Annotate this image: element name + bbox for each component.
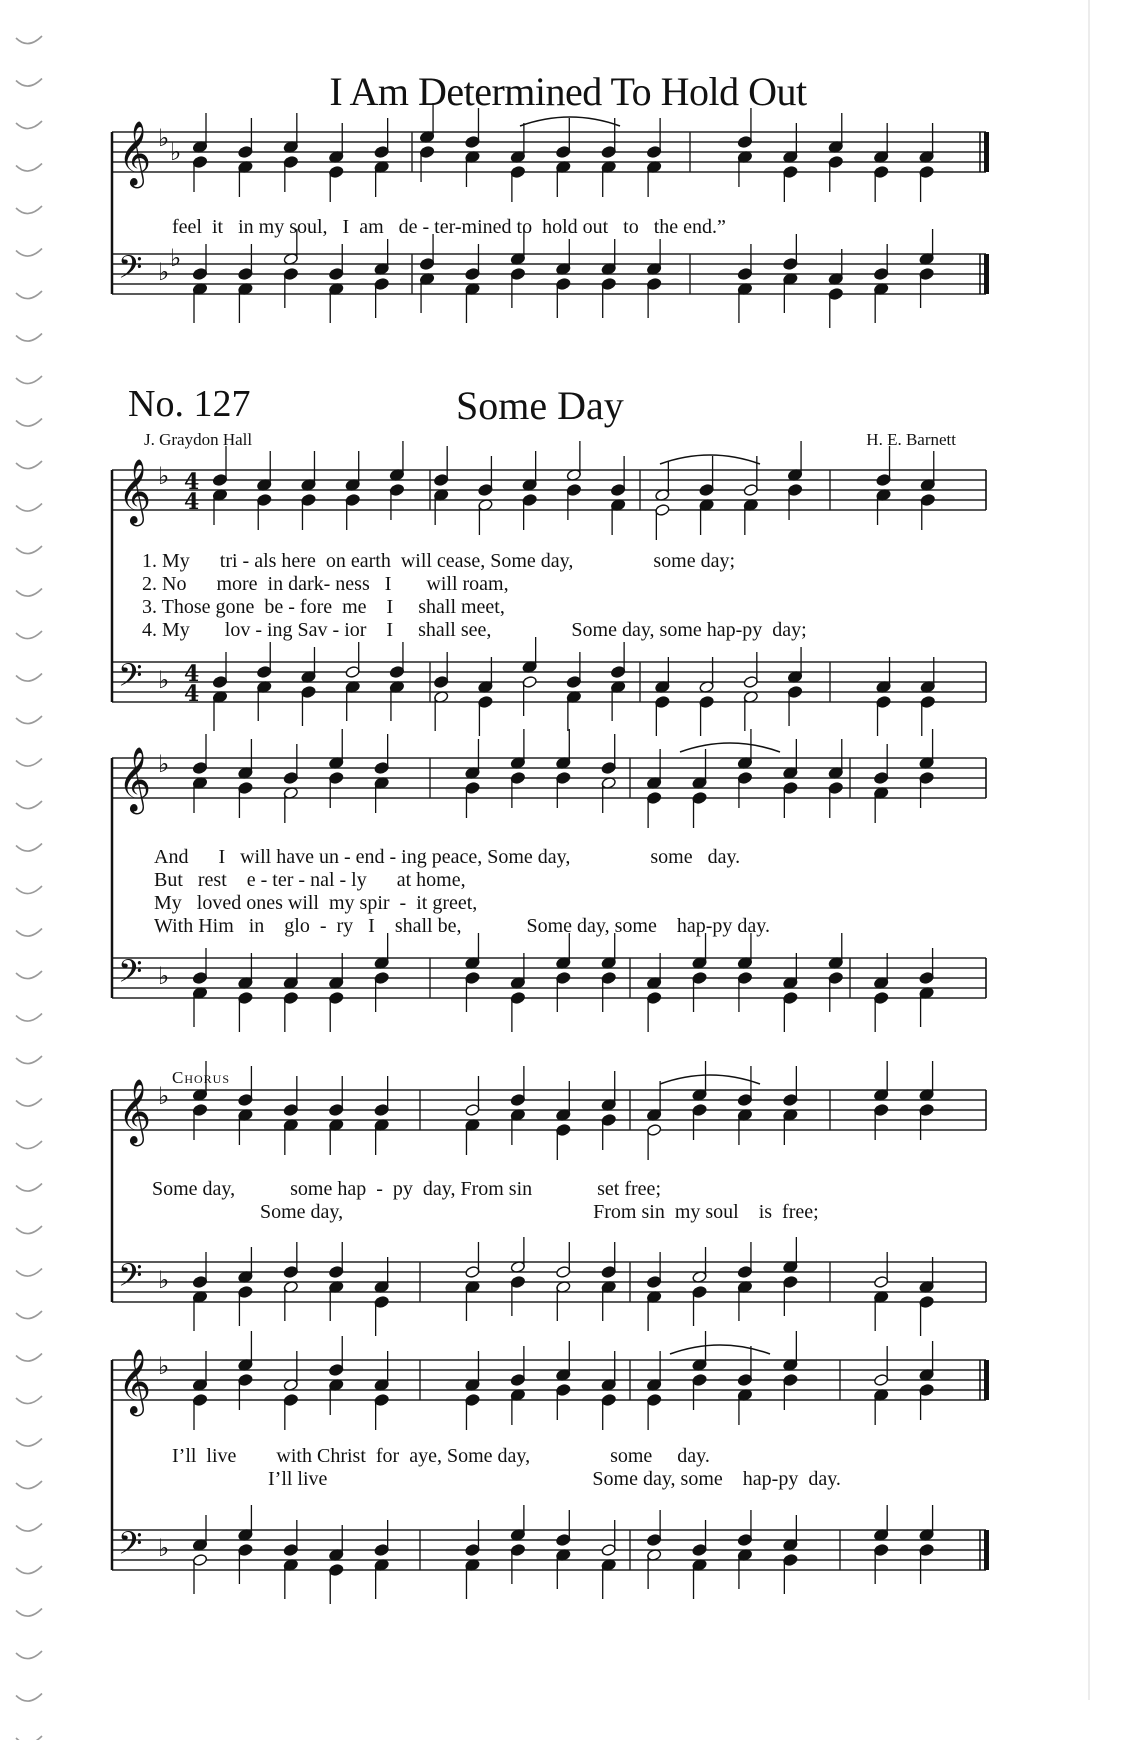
chorus-line-2-soprano: I’ll live with Christ for aye, Some day, some day. [172,1445,710,1467]
verse-3-line-1: 3. Those gone be - fore me I shall meet, [142,596,505,618]
chorus-label: Chorus [172,1068,231,1087]
svg-text:𝄢: 𝄢 [118,657,143,701]
svg-text:𝄢: 𝄢 [118,1525,143,1569]
svg-text:4: 4 [184,661,200,687]
svg-text:♭: ♭ [158,1352,170,1380]
svg-text:𝄞: 𝄞 [118,1079,152,1144]
svg-text:𝄞: 𝄞 [118,121,152,186]
hymn-composer: H. E. Barnett [866,430,956,449]
svg-text:♭: ♭ [158,1266,170,1294]
svg-text:𝄢: 𝄢 [118,249,143,293]
verse-2-line-1: 2. No more in dark- ness I will roam, [142,573,509,595]
svg-text:4: 4 [184,469,200,495]
svg-text:♭: ♭ [158,666,170,694]
svg-text:♭: ♭ [158,1082,170,1110]
verse-4-line-2: With Him in glo - ry I shall be, Some day, some hap-py day. [154,915,770,937]
svg-text:♭: ♭ [170,138,182,166]
hymn-author: J. Graydon Hall [144,430,253,449]
chorus-line-2-alto: I’ll live Some day, some hap-py day. [268,1468,841,1490]
hymn-number: No. 127 [128,383,251,425]
verse-1-line-1: 1. My tri - als here on earth will cease, Some day, some day; [142,550,736,572]
verse-3-line-2: My loved ones will my spir - it greet, [154,892,478,914]
svg-text:♭: ♭ [158,1534,170,1562]
svg-text:♭: ♭ [170,244,182,272]
svg-text:𝄢: 𝄢 [118,953,143,997]
svg-text:♭: ♭ [158,750,170,778]
svg-text:4: 4 [184,681,200,707]
chorus-line-1-alto: Some day, From sin my soul is free; [260,1201,819,1223]
chorus-line-1-soprano: Some day, some hap - py day, From sin set free; [152,1178,661,1200]
svg-text:𝄞: 𝄞 [118,459,152,524]
top-hymn-lyric: feel it in my soul, I am de - ter-mined to hold out to the end.” [172,216,726,238]
svg-text:𝄞: 𝄞 [118,1349,152,1414]
svg-text:♭: ♭ [158,962,170,990]
hymn-title: Some Day [456,383,624,428]
verse-1-line-2: And I will have un - end - ing peace, Some day, some day. [154,846,741,868]
verse-2-line-2: But rest e - ter - nal - ly at home, [154,869,466,891]
svg-text:4: 4 [184,489,200,515]
top-hymn-title: I Am Determined To Hold Out [329,69,807,114]
svg-text:𝄞: 𝄞 [118,747,152,812]
svg-text:𝄢: 𝄢 [118,1257,143,1301]
verse-4-line-1: 4. My lov - ing Sav - ior I shall see, Some day, some hap-py day; [142,619,807,641]
svg-text:♭: ♭ [158,124,170,152]
svg-text:♭: ♭ [158,258,170,286]
svg-text:♭: ♭ [158,462,170,490]
